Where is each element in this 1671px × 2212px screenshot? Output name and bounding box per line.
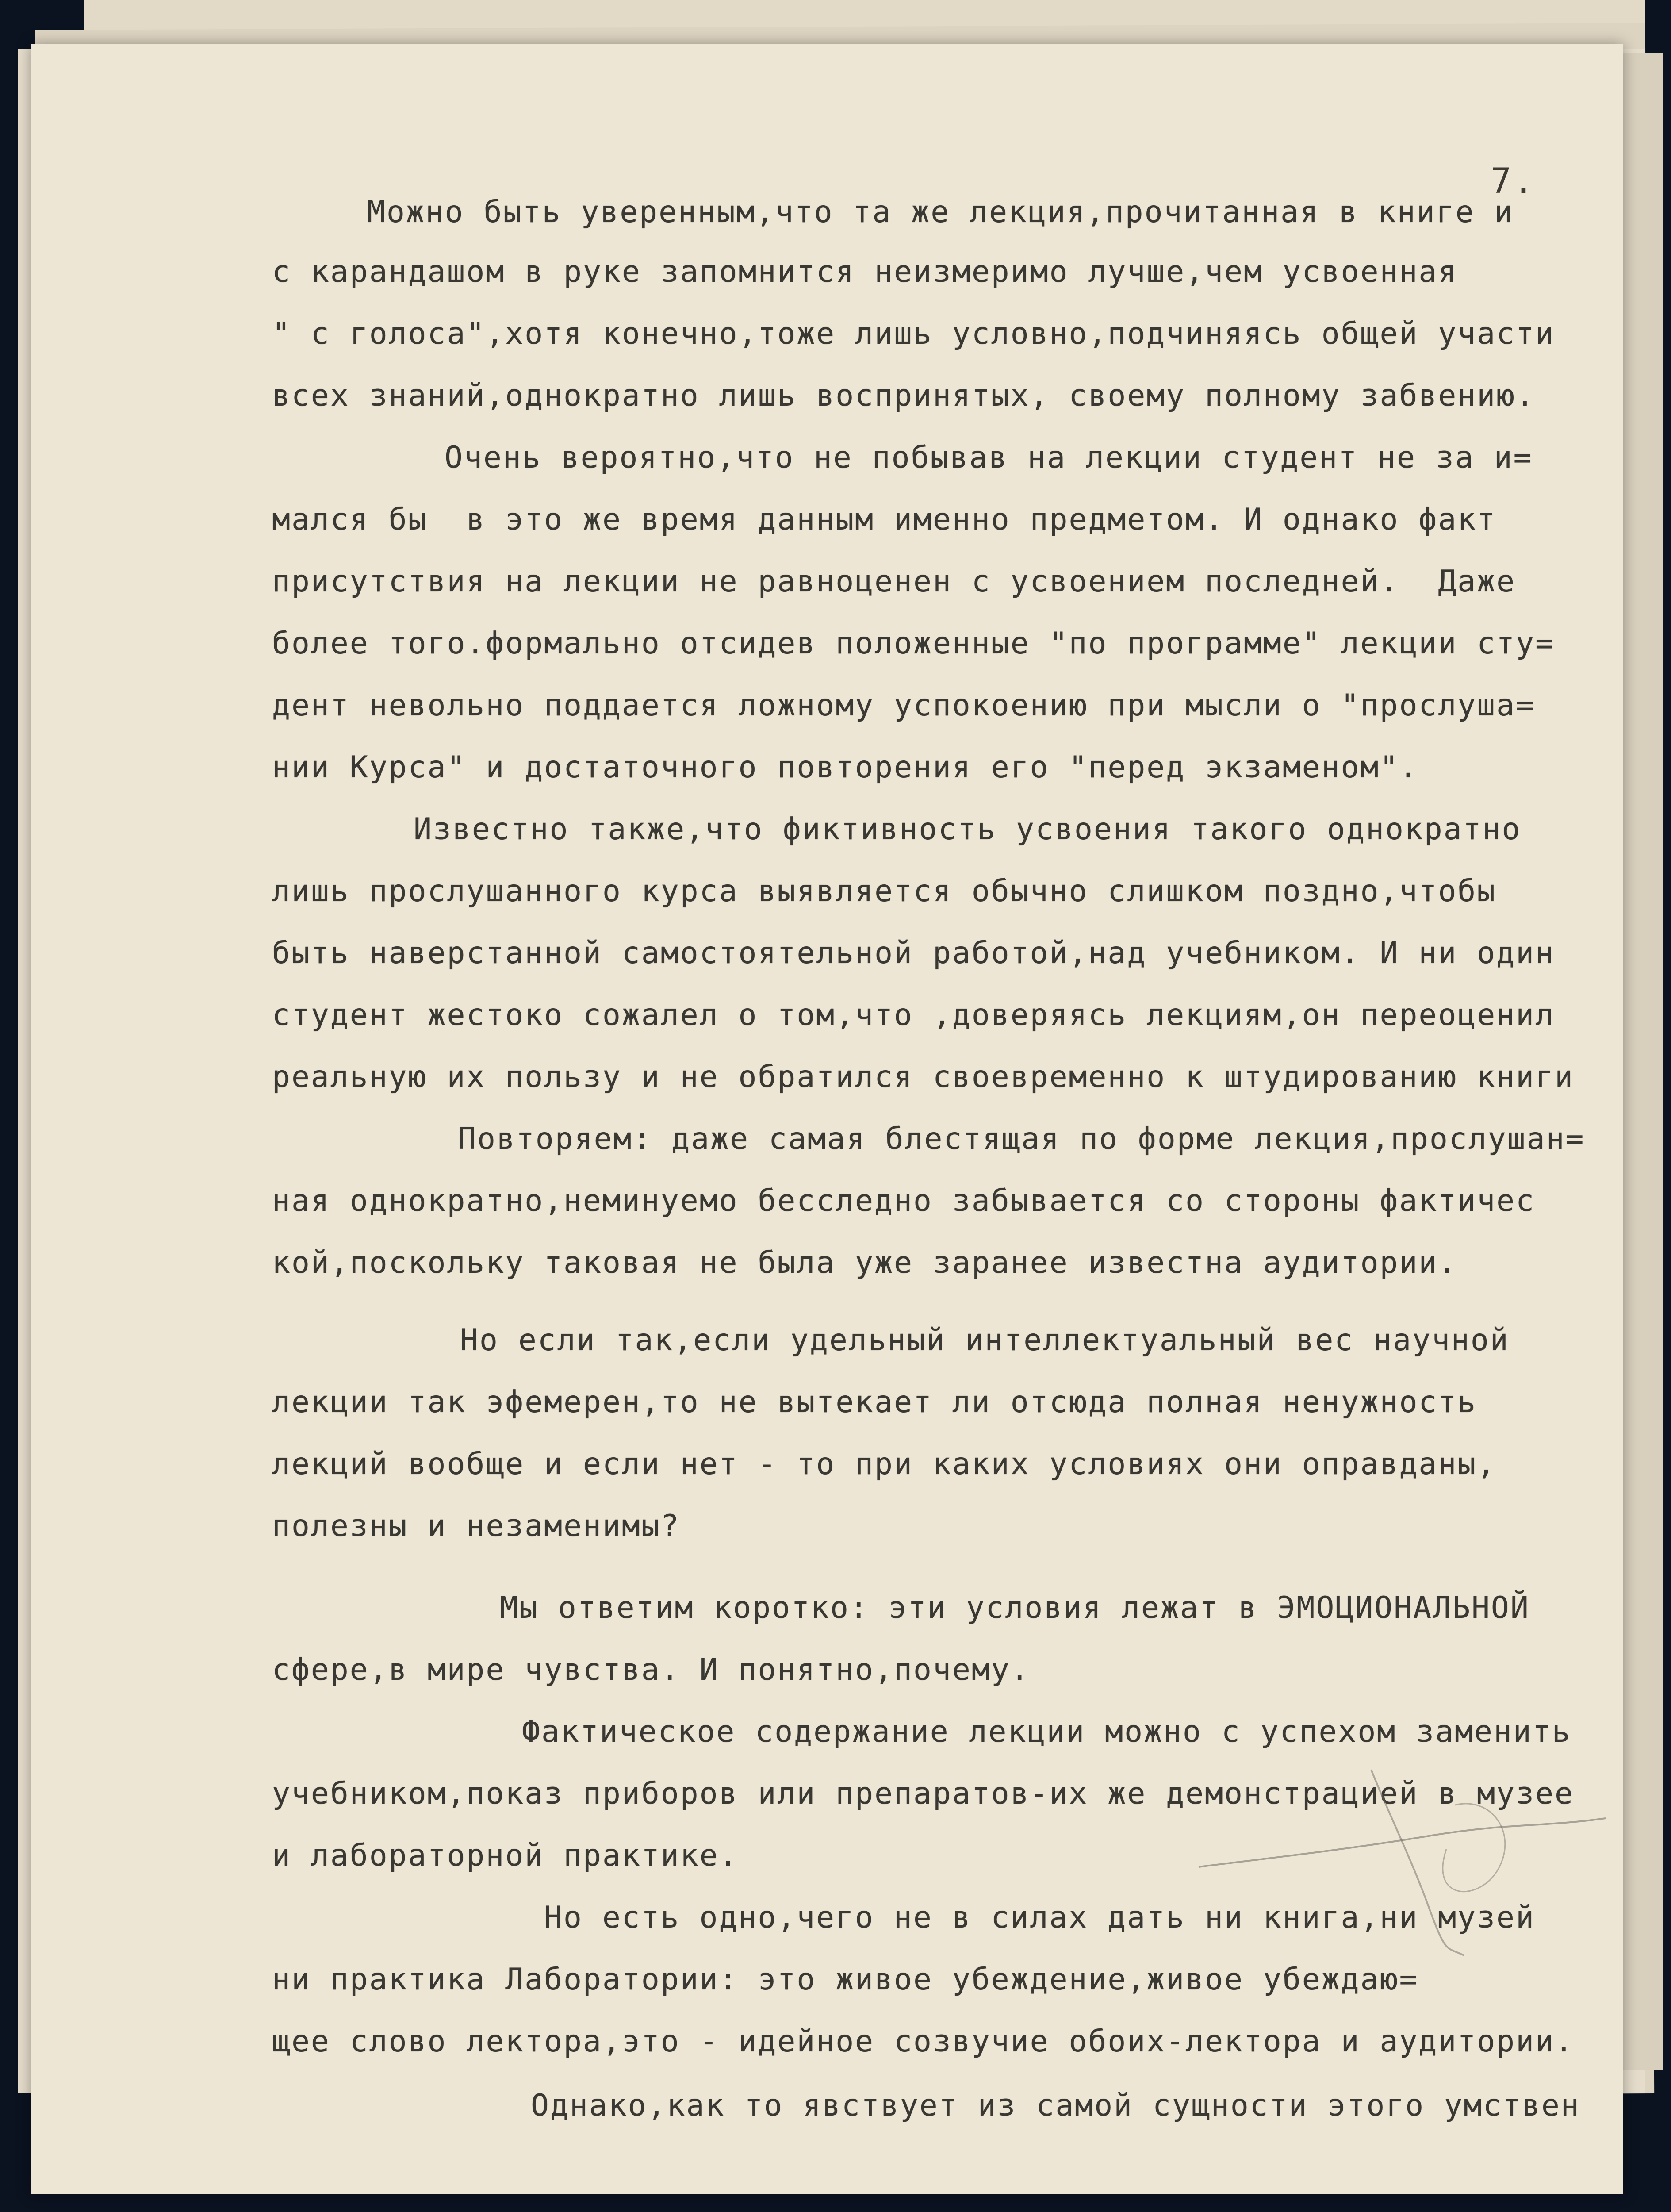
text-line: Известно также,что фиктивность усвоения такого однократно [414, 812, 1522, 847]
text-line: нии Курса" и достаточного повторения его "перед экзаменом". [272, 750, 1419, 785]
text-line: лишь прослушанного курса выявляется обычно слишком поздно,чтобы [272, 874, 1497, 909]
text-line: кой,поскольку таковая не была уже заранее известна аудитории. [272, 1245, 1458, 1280]
text-line: мался бы в это же время данным именно предметом. И однако факт [272, 502, 1497, 537]
text-line: Мы ответим коротко: эти условия лежат в ЭМОЦИОНАЛЬНОЙ [500, 1590, 1530, 1625]
text-line: Можно быть уверенным,что та же лекция,прочитанная в книге и [367, 195, 1514, 230]
text-line: Но если так,если удельный интеллектуальный вес научной [460, 1323, 1510, 1358]
text-line: Фактическое содержание лекции можно с успехом заменить [522, 1714, 1571, 1749]
text-line: более того.формально отсидев положенные "по программе" лекции сту= [272, 626, 1555, 661]
text-line: реальную их пользу и не обратился своевременно к штудированию книги [272, 1060, 1574, 1094]
text-line: и лабораторной практике. [272, 1838, 739, 1873]
text-line: ни практика Лаборатории: это живое убеждение,живое убеждаю= [272, 1962, 1419, 1997]
pencil-scribble-mark [1181, 1717, 1623, 1964]
text-line: лекции так эфемерен,то не вытекает ли отсюда полная ненужность [272, 1385, 1477, 1420]
text-line: студент жестоко сожалел о том,что ,доверяясь лекциям,он переоценил [272, 998, 1555, 1033]
text-line: Повторяем: даже самая блестящая по форме лекция,прослушан= [458, 1121, 1585, 1156]
text-line: всех знаний,однократно лишь воспринятых, своему полному забвению. [272, 378, 1536, 413]
page-number: 7. [1491, 161, 1536, 201]
document-page [31, 44, 1623, 2194]
text-line: щее слово лектора,это - идейное созвучие обоих-лектора и аудитории. [272, 2024, 1574, 2059]
text-line: быть наверстанной самостоятельной работой,над учебником. И ни один [272, 936, 1555, 971]
text-line: учебником,показ приборов или препаратов-их же демонстрацией в музее [272, 1776, 1574, 1811]
text-line: лекций вообще и если нет - то при каких условиях они оправданы, [272, 1447, 1497, 1482]
text-line: присутствия на лекции не равноценен с усвоением последней. Даже [272, 564, 1516, 599]
text-line: Очень вероятно,что не побывав на лекции студент не за и= [445, 440, 1533, 475]
text-line: с карандашом в руке запомнится неизмеримо лучше,чем усвоенная [272, 254, 1458, 289]
text-line: Но есть одно,чего не в силах дать ни книга,ни музей [544, 1900, 1535, 1935]
text-line: " с голоса",хотя конечно,тоже лишь условно,подчиняясь общей участи [272, 316, 1555, 351]
text-line: ная однократно,неминуемо бесследно забывается со стороны фактичес [272, 1183, 1536, 1218]
text-line: сфере,в мире чувства. И понятно,почему. [272, 1652, 1030, 1687]
text-line: полезны и незаменимы? [272, 1509, 680, 1544]
text-line: дент невольно поддается ложному успокоению при мысли о "прослуша= [272, 688, 1536, 723]
text-line: Однако,как то явствует из самой сущности этого умствен [531, 2088, 1580, 2123]
